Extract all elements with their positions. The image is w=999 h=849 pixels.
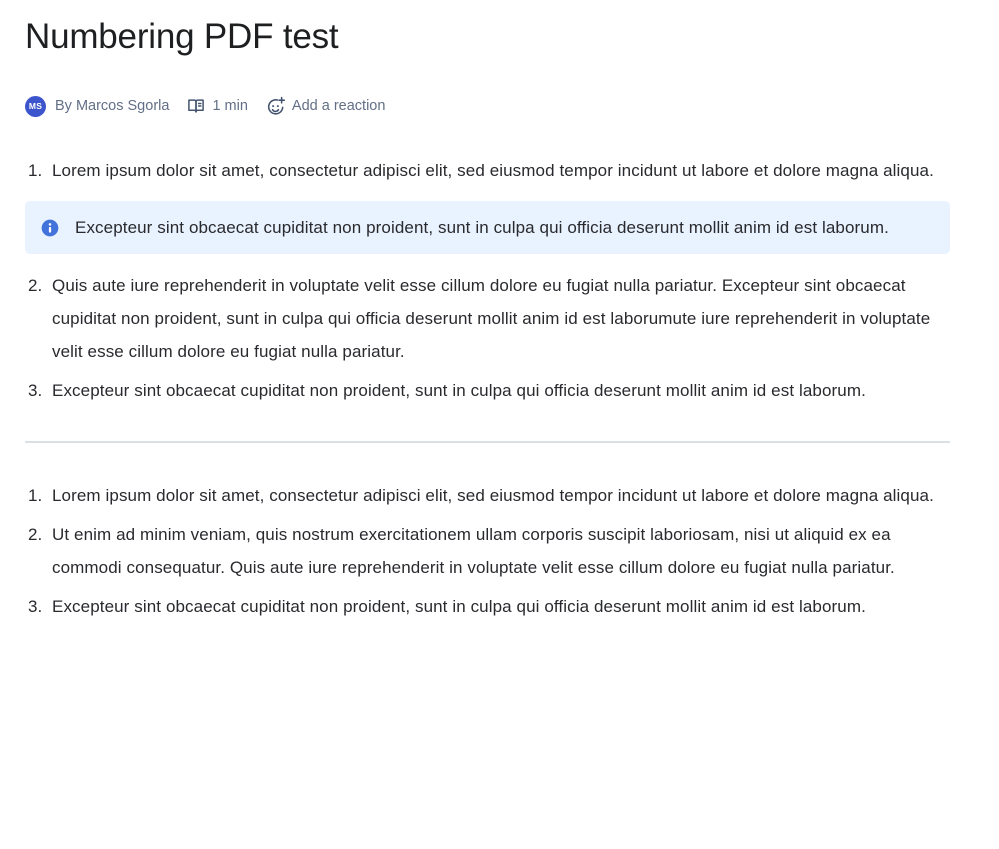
list-item — [25, 374, 950, 407]
list-item — [25, 590, 950, 623]
numbered-list-secondary — [25, 479, 950, 623]
list-item — [25, 479, 950, 512]
info-panel-text: Excepteur sint obcaecat cupiditat non proident, sunt in culpa qui officia deserunt mollit anim id est laborum. — [75, 218, 889, 237]
list-item — [25, 518, 950, 584]
read-time-label: 1 min — [212, 98, 248, 114]
add-reaction-button[interactable] — [265, 94, 386, 118]
list-item-text: Ut enim ad minim veniam, quis nostrum exercitationem ullam corporis suscipit laboriosam, nisi ut aliquid ex ea commodi consequatur. Quis aute iure reprehenderit in voluptate velit esse cillum dolore eu fugiat nulla pariatur. — [52, 525, 895, 577]
author-link[interactable]: By Marcos Sgorla — [55, 98, 170, 114]
list-item — [25, 269, 950, 368]
list-item-number: 1. — [28, 161, 43, 180]
list-item-number: 2. — [28, 276, 43, 295]
list-item-number: 2. — [28, 525, 43, 544]
numbered-list-primary — [25, 154, 950, 407]
list-item-text: Excepteur sint obcaecat cupiditat non proident, sunt in culpa qui officia deserunt mollit anim id est laborum. — [52, 597, 866, 616]
list-item-number: 1. — [28, 486, 43, 505]
list-item — [25, 154, 950, 187]
read-time — [186, 94, 247, 118]
list-item-number: 3. — [28, 597, 43, 616]
list-item-text: Lorem ipsum dolor sit amet, consectetur adipisci elit, sed eiusmod tempor incidunt ut labore et dolore magna aliqua. — [52, 161, 934, 180]
page-title: Numbering PDF test — [25, 17, 339, 56]
book-icon — [186, 96, 206, 116]
list-item-number: 3. — [28, 381, 43, 400]
list-item-text: Quis aute iure reprehenderit in voluptate velit esse cillum dolore eu fugiat nulla pariatur. Excepteur sint obcaecat cupiditat non proident, sunt in culpa qui officia deserunt mollit anim id est laborumute iure reprehenderit in voluptate velit esse cillum dolore eu fugiat nulla pariatur. — [52, 276, 931, 361]
list-item-text: Lorem ipsum dolor sit amet, consectetur adipisci elit, sed eiusmod tempor incidunt ut labore et dolore magna aliqua. — [52, 486, 934, 505]
info-panel — [25, 201, 950, 254]
add-reaction-label: Add a reaction — [291, 98, 386, 114]
info-icon — [40, 216, 60, 236]
byline — [25, 94, 950, 118]
smiley-plus-icon — [265, 96, 286, 117]
avatar[interactable]: MS — [25, 96, 46, 117]
section-divider — [25, 441, 950, 443]
page-content — [0, 14, 999, 623]
list-item-text: Excepteur sint obcaecat cupiditat non proident, sunt in culpa qui officia deserunt mollit anim id est laborum. — [52, 381, 866, 400]
